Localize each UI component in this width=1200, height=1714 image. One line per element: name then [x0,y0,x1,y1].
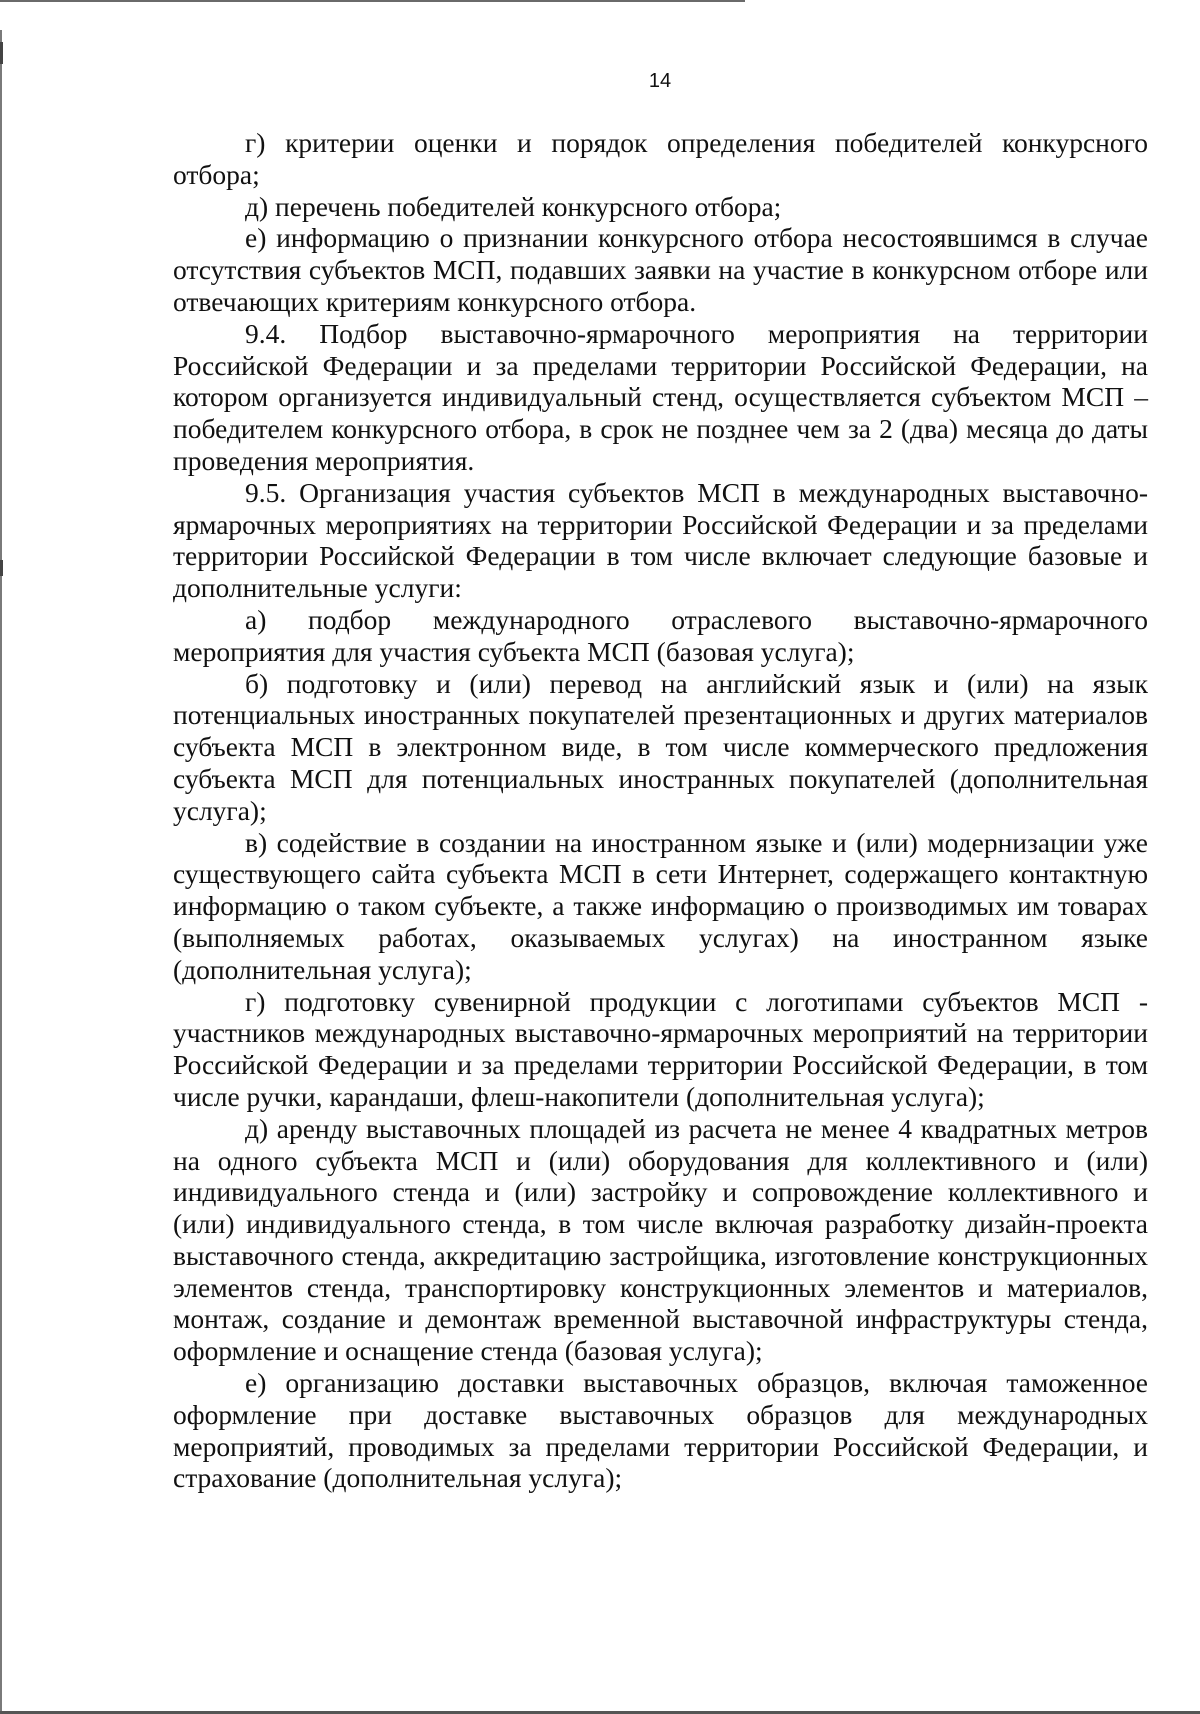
scan-mark [0,560,3,576]
paragraph-item-e-failed-selection: е) информацию о признании конкурсного отбора несостоявшимся в случае отсутствия субъектов МСП, подавших заявки на участие в конкурсном отборе или отвечающих критериям конкурсного отбора. [173,222,1148,317]
scan-edge-left [0,30,2,1714]
paragraph-item-d-stand-rental: д) аренду выставочных площадей из расчета не менее 4 квадратных метров на одного субъекта МСП и (или) оборудования для коллективного и (или) индивидуального стенда и (или) застройку и сопровождение коллективного и (или) индивидуального стенда, в том числе включая разработку дизайн-проекта выставочного стенда, аккредитацию застройщика, изготовление конструкционных элементов стенда, транспортировку конструкционных элементов и материалов, монтаж, создание и демонтаж временной выставочной инфраструктуры стенда, оформление и оснащение стенда (базовая услуга); [173,1112,1148,1367]
document-body [173,127,1148,1494]
scan-mark [0,42,3,64]
scan-edge-top [0,0,745,2]
paragraph-clause-9-5: 9.5. Организация участия субъектов МСП в международных выставочно-ярмарочных мероприятиях на территории Российской Федерации и за пределами территории Российской Федерации в том числе включает следующие базовые и дополнительные услуги: [173,476,1148,604]
paragraph-item-a-event-selection: а) подбор международного отраслевого выставочно-ярмарочного мероприятия для участия субъекта МСП (базовая услуга); [173,603,1148,667]
paragraph-clause-9-4: 9.4. Подбор выставочно-ярмарочного мероприятия на территории Российской Федерации и за пределами территории Российской Федерации, на котором организуется индивидуальный стенд, осуществляется субъектом МСП – победителем конкурсного отбора, в срок не позднее чем за 2 (два) месяца до даты проведения мероприятия. [173,317,1148,476]
paragraph-item-b-translation: б) подготовку и (или) перевод на английский язык и (или) на язык потенциальных иностранных покупателей презентационных и других материалов субъекта МСП в электронном виде, в том числе коммерческого предложения субъекта МСП для потенциальных иностранных покупателей (дополнительная услуга); [173,667,1148,826]
paragraph-item-e-delivery: е) организацию доставки выставочных образцов, включая таможенное оформление при доставке выставочных образцов для международных мероприятий, проводимых за пределами территории Российской Федерации, и страхование (дополнительная услуга); [173,1367,1148,1494]
paragraph-item-v-website: в) содействие в создании на иностранном языке и (или) модернизации уже существующего сайта субъекта МСП в сети Интернет, содержащего контактную информацию о таком субъекте, а также информацию о производимых им товарах (выполняемых работах, оказываемых услугах) на иностранном языке (дополнительная услуга); [173,826,1148,985]
paragraph-item-d-winners-list: д) перечень победителей конкурсного отбора; [245,190,782,222]
page-number: 14 [648,70,672,92]
paragraph-item-g-souvenirs: г) подготовку сувенирной продукции с логотипами субъектов МСП - участников международных выставочно-ярмарочных мероприятий на территории Российской Федерации и за пределами территории Российской Федерации, в том числе ручки, карандаши, флеш-накопители (дополнительная услуга); [173,985,1148,1112]
paragraph-item-g-criteria: г) критерии оценки и порядок определения победителей конкурсного отбора; [173,127,1148,190]
